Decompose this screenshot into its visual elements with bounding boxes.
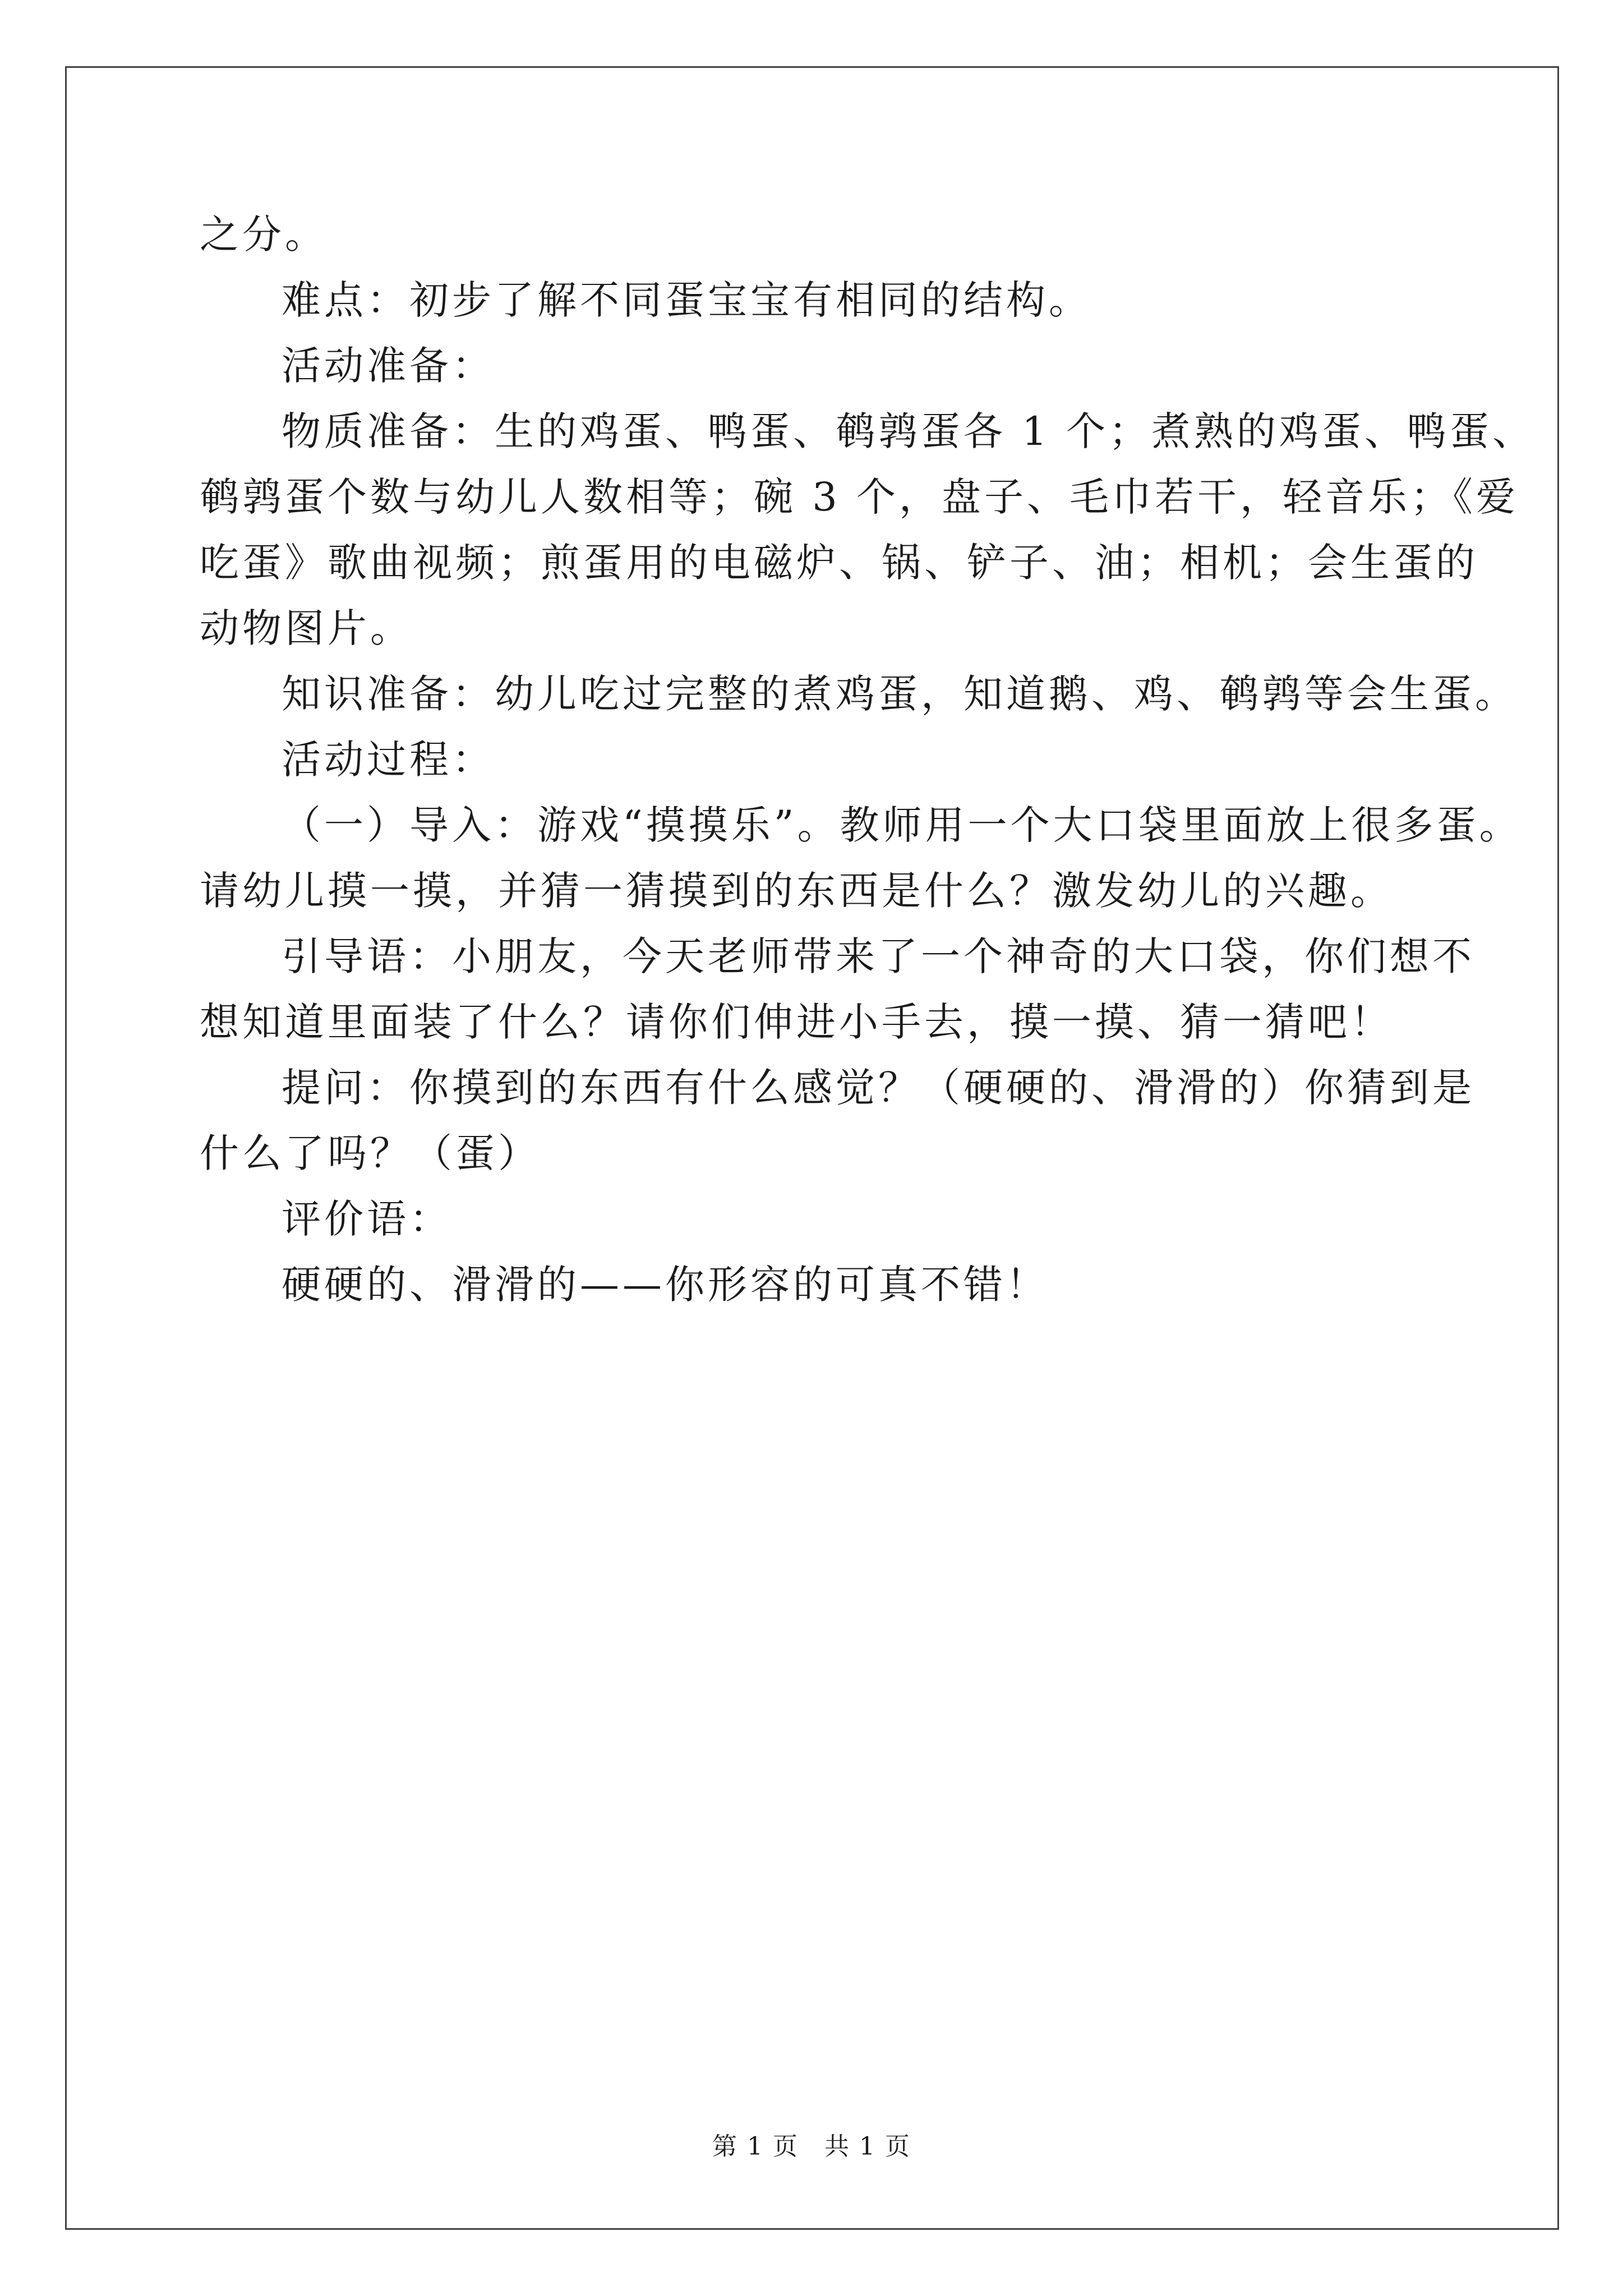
document-body	[200, 202, 1536, 1318]
line-8: 知识准备：幼儿吃过完整的煮鸡蛋，知道鹅、鸡、鹌鹑等会生蛋。	[282, 671, 1518, 717]
line-12: 引导语：小朋友，今天老师带来了一个神奇的大口袋，你们想不	[282, 933, 1475, 979]
page-footer: 第 1 页 共 1 页	[712, 2132, 911, 2161]
line-9: 活动过程：	[282, 737, 495, 783]
line-10: （一）导入：游戏“摸摸乐”。教师用一个大口袋里面放上很多蛋。	[282, 802, 1522, 848]
line-13: 想知道里面装了什么？请你们伸进小手去，摸一摸、猜一猜吧！	[200, 999, 1393, 1045]
line-5: 鹌鹑蛋个数与幼儿人数相等；碗 3 个，盘子、毛巾若干，轻音乐；《爱	[200, 474, 1519, 520]
line-11: 请幼儿摸一摸，并猜一猜摸到的东西是什么？激发幼儿的兴趣。	[200, 868, 1393, 914]
line-15: 什么了吗？（蛋）	[200, 1130, 541, 1176]
line-1: 之分。	[200, 211, 328, 257]
line-4: 物质准备：生的鸡蛋、鸭蛋、鹌鹑蛋各 1 个；煮熟的鸡蛋、鸭蛋、	[282, 408, 1536, 454]
line-6: 吃蛋》歌曲视频；煎蛋用的电磁炉、锅、铲子、油；相机；会生蛋的	[200, 540, 1478, 586]
line-16: 评价语：	[282, 1196, 452, 1242]
line-3: 活动准备：	[282, 343, 495, 389]
line-17: 硬硬的、滑滑的——你形容的可真不错！	[282, 1262, 1049, 1308]
line-14: 提问：你摸到的东西有什么感觉？（硬硬的、滑滑的）你猜到是	[282, 1065, 1475, 1111]
line-2: 难点：初步了解不同蛋宝宝有相同的结构。	[282, 277, 1091, 323]
line-7: 动物图片。	[200, 605, 413, 651]
